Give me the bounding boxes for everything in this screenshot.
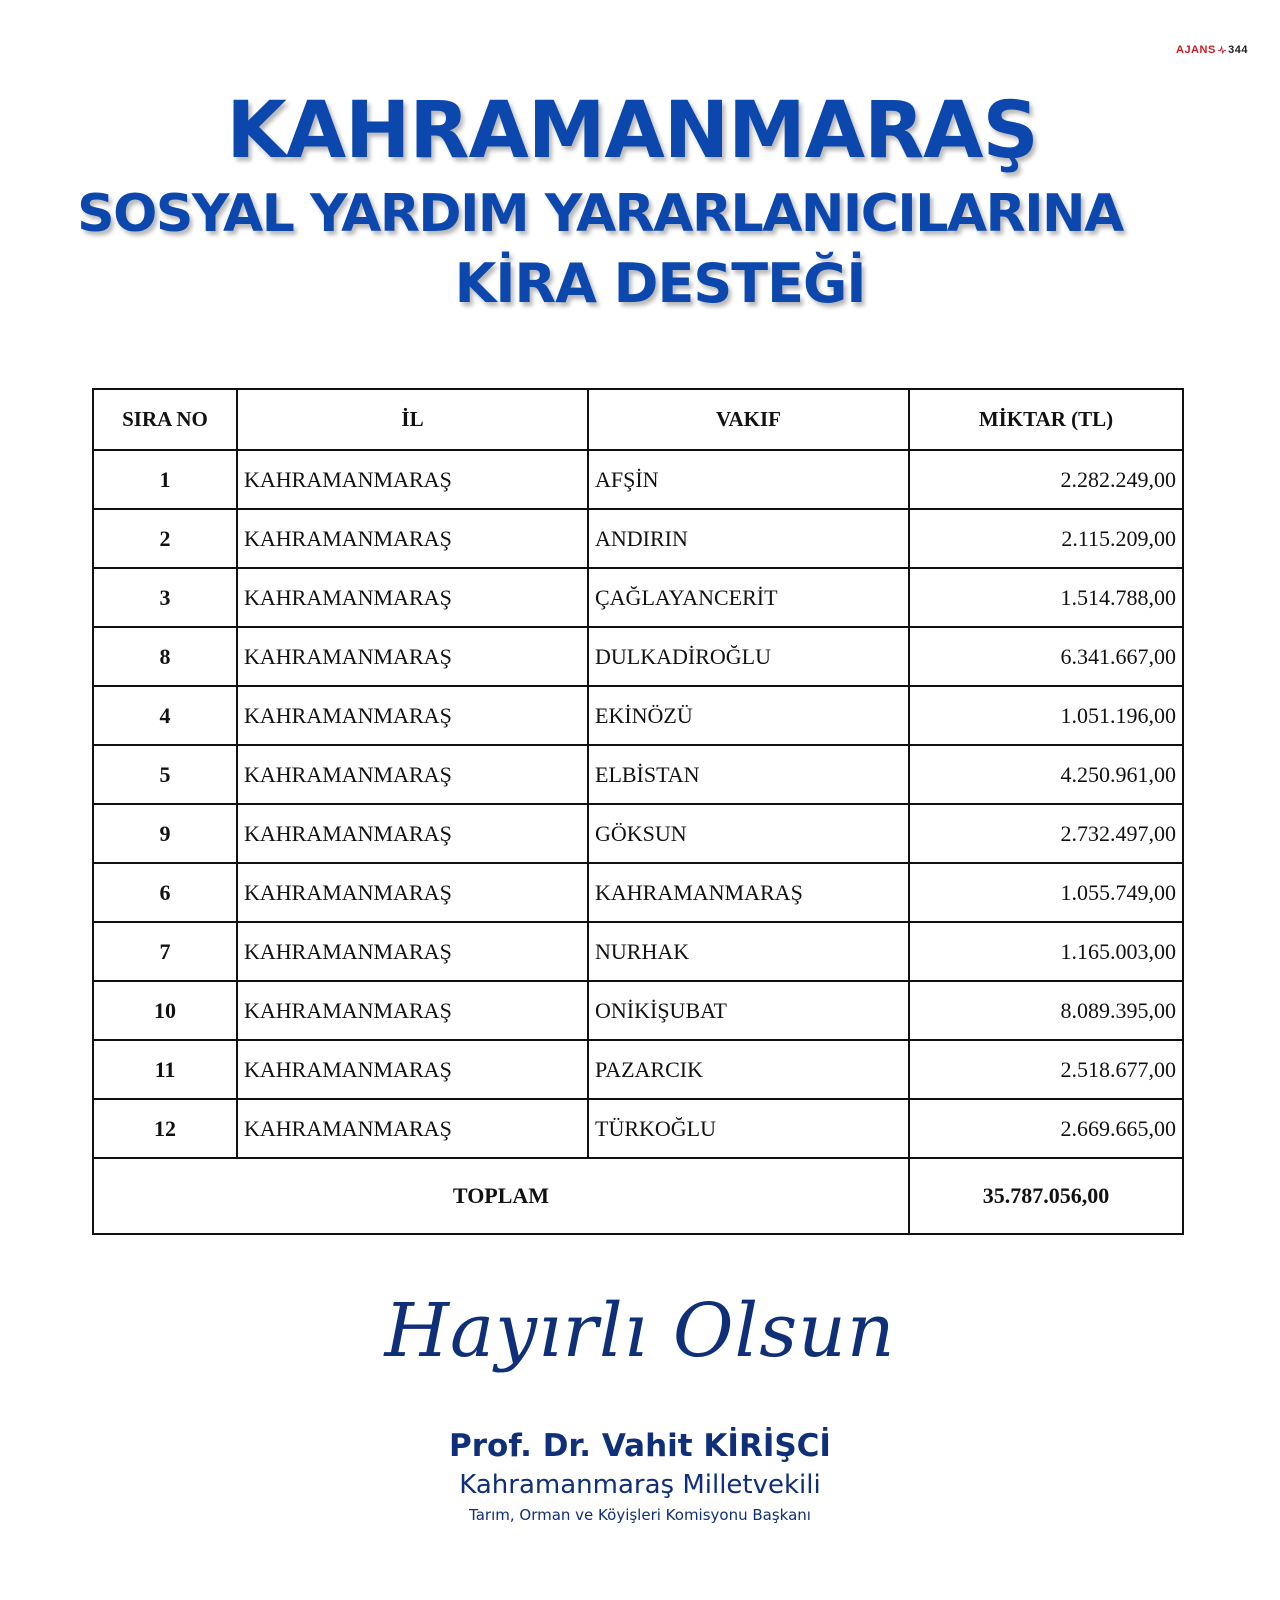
cell-amount: 4.250.961,00 <box>909 745 1183 804</box>
cell-vakif: PAZARCIK <box>588 1040 909 1099</box>
cell-vakif: NURHAK <box>588 922 909 981</box>
cell-no: 2 <box>93 509 237 568</box>
logo-text-suffix: 344 <box>1228 44 1248 56</box>
cell-amount: 2.732.497,00 <box>909 804 1183 863</box>
cell-vakif: ELBİSTAN <box>588 745 909 804</box>
agency-logo <box>1176 40 1248 60</box>
title-line-1: KAHRAMANMARAŞ <box>226 86 1038 176</box>
cell-il: KAHRAMANMARAŞ <box>237 922 588 981</box>
header-vakif: VAKIF <box>588 389 909 450</box>
table-row <box>93 686 1183 745</box>
cell-amount: 1.165.003,00 <box>909 922 1183 981</box>
cell-il: KAHRAMANMARAŞ <box>237 981 588 1040</box>
table-row <box>93 922 1183 981</box>
header-sira-no: SIRA NO <box>93 389 237 450</box>
table-row <box>93 568 1183 627</box>
closing-message: Hayırlı Olsun <box>384 1288 896 1374</box>
cell-il: KAHRAMANMARAŞ <box>237 745 588 804</box>
cell-il: KAHRAMANMARAŞ <box>237 450 588 509</box>
cell-vakif: ONİKİŞUBAT <box>588 981 909 1040</box>
logo-text-prefix: AJANS <box>1176 44 1216 56</box>
cell-vakif: TÜRKOĞLU <box>588 1099 909 1158</box>
table-row <box>93 1099 1183 1158</box>
cell-amount: 1.514.788,00 <box>909 568 1183 627</box>
support-table <box>92 388 1184 1235</box>
cell-il: KAHRAMANMARAŞ <box>237 686 588 745</box>
table-row <box>93 509 1183 568</box>
cell-no: 6 <box>93 863 237 922</box>
table-row <box>93 627 1183 686</box>
signature-commission: Tarım, Orman ve Köyişleri Komisyonu Başkanı <box>469 1506 811 1524</box>
cell-no: 12 <box>93 1099 237 1158</box>
cell-no: 8 <box>93 627 237 686</box>
cell-no: 11 <box>93 1040 237 1099</box>
cell-il: KAHRAMANMARAŞ <box>237 509 588 568</box>
cell-no: 1 <box>93 450 237 509</box>
title-line-3: KİRA DESTEĞİ <box>454 252 866 315</box>
table-row <box>93 1040 1183 1099</box>
signature-role: Kahramanmaraş Milletvekili <box>459 1470 821 1500</box>
cell-no: 7 <box>93 922 237 981</box>
table-header-row <box>93 389 1183 450</box>
cell-il: KAHRAMANMARAŞ <box>237 627 588 686</box>
cell-vakif: DULKADİROĞLU <box>588 627 909 686</box>
cell-vakif: ÇAĞLAYANCERİT <box>588 568 909 627</box>
table-row <box>93 450 1183 509</box>
table-row <box>93 981 1183 1040</box>
cell-vakif: KAHRAMANMARAŞ <box>588 863 909 922</box>
cell-amount: 2.518.677,00 <box>909 1040 1183 1099</box>
signature-name: Prof. Dr. Vahit KİRİŞCİ <box>449 1428 831 1464</box>
table-row <box>93 863 1183 922</box>
table-row <box>93 745 1183 804</box>
cell-no: 5 <box>93 745 237 804</box>
cell-il: KAHRAMANMARAŞ <box>237 568 588 627</box>
cell-il: KAHRAMANMARAŞ <box>237 863 588 922</box>
cell-no: 9 <box>93 804 237 863</box>
cell-vakif: ANDIRIN <box>588 509 909 568</box>
cell-amount: 2.669.665,00 <box>909 1099 1183 1158</box>
cell-amount: 1.051.196,00 <box>909 686 1183 745</box>
table-total-row <box>93 1158 1183 1234</box>
total-amount: 35.787.056,00 <box>909 1158 1183 1234</box>
cell-no: 10 <box>93 981 237 1040</box>
cell-no: 3 <box>93 568 237 627</box>
cell-vakif: AFŞİN <box>588 450 909 509</box>
cell-amount: 6.341.667,00 <box>909 627 1183 686</box>
cell-amount: 2.282.249,00 <box>909 450 1183 509</box>
cell-il: KAHRAMANMARAŞ <box>237 1040 588 1099</box>
cell-amount: 8.089.395,00 <box>909 981 1183 1040</box>
cell-amount: 2.115.209,00 <box>909 509 1183 568</box>
cell-amount: 1.055.749,00 <box>909 863 1183 922</box>
cell-vakif: EKİNÖZÜ <box>588 686 909 745</box>
header-il: İL <box>237 389 588 450</box>
pulse-icon <box>1218 43 1226 57</box>
cell-no: 4 <box>93 686 237 745</box>
cell-vakif: GÖKSUN <box>588 804 909 863</box>
total-label: TOPLAM <box>93 1158 909 1234</box>
cell-il: KAHRAMANMARAŞ <box>237 1099 588 1158</box>
cell-il: KAHRAMANMARAŞ <box>237 804 588 863</box>
table-row <box>93 804 1183 863</box>
header-miktar: MİKTAR (TL) <box>909 389 1183 450</box>
title-line-2: SOSYAL YARDIM YARARLANICILARINA <box>77 184 1123 244</box>
